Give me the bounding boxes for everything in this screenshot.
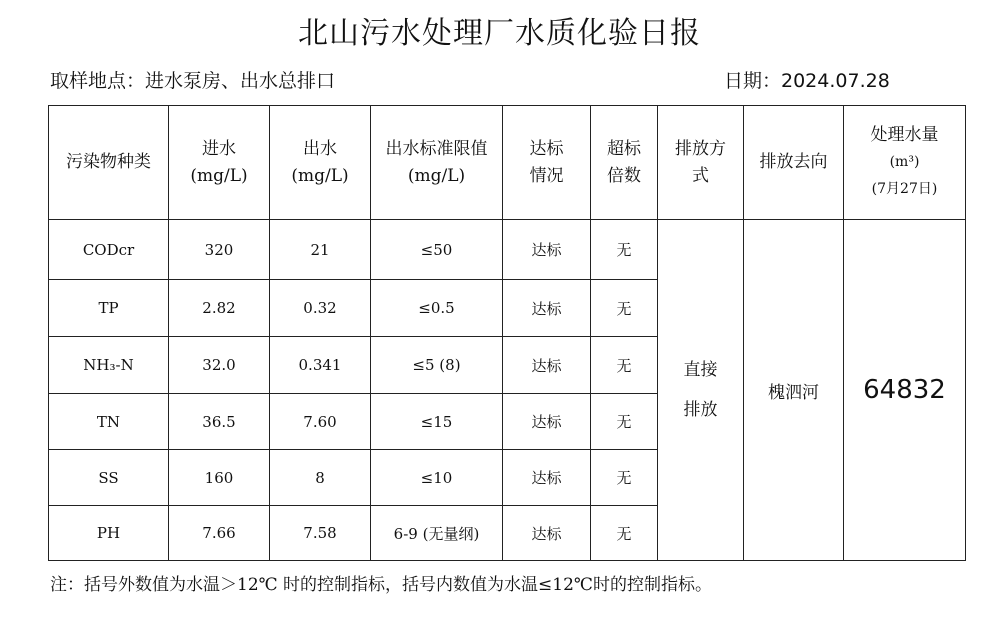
header-pollutant: 污染物种类 <box>49 106 169 220</box>
cell-limit: ≤15 <box>371 394 503 450</box>
header-influent-unit: (mg/L) <box>190 165 248 186</box>
cell-status: 达标 <box>503 394 591 450</box>
header-volume-label: 处理水量 <box>870 125 939 145</box>
water-quality-table <box>48 105 966 561</box>
sampling-point: 取样地点：进水泵房、出水总排口 <box>50 70 336 92</box>
header-volume-unit: (m³) <box>889 154 920 170</box>
cell-status: 达标 <box>503 450 591 506</box>
cell-volume: 64832 <box>844 220 966 561</box>
header-exceed <box>591 106 658 220</box>
header-effluent-unit: (mg/L) <box>291 165 349 186</box>
header-discharge-method-line2: 式 <box>692 165 709 186</box>
cell-exceed: 无 <box>591 394 658 450</box>
cell-influent: 32.0 <box>169 337 270 394</box>
cell-status: 达标 <box>503 220 591 280</box>
cell-pollutant: NH₃-N <box>49 337 169 394</box>
header-discharge-method <box>658 106 744 220</box>
report-date: 日期：2024.07.28 <box>724 70 890 92</box>
cell-pollutant: PH <box>49 506 169 561</box>
table-row <box>49 220 966 280</box>
cell-limit: ≤50 <box>371 220 503 280</box>
cell-limit: ≤0.5 <box>371 280 503 337</box>
discharge-method-line1: 直接 <box>683 360 718 380</box>
cell-effluent: 0.341 <box>270 337 371 394</box>
cell-exceed: 无 <box>591 506 658 561</box>
cell-effluent: 7.60 <box>270 394 371 450</box>
header-influent-label: 进水 <box>202 138 236 159</box>
cell-pollutant: TN <box>49 394 169 450</box>
header-effluent <box>270 106 371 220</box>
header-limit-unit: (mg/L) <box>407 165 466 186</box>
cell-influent: 7.66 <box>169 506 270 561</box>
cell-influent: 160 <box>169 450 270 506</box>
header-influent <box>169 106 270 220</box>
cell-pollutant: CODcr <box>49 220 169 280</box>
cell-effluent: 8 <box>270 450 371 506</box>
header-limit-label: 出水标准限值 <box>385 138 488 159</box>
report-title: 北山污水处理厂水质化验日报 <box>298 16 701 51</box>
footnote: 注：括号外数值为水温＞12℃ 时的控制指标，括号内数值为水温≤12℃时的控制指标。 <box>50 575 712 595</box>
header-volume <box>844 106 966 220</box>
header-limit <box>371 106 503 220</box>
cell-exceed: 无 <box>591 220 658 280</box>
cell-exceed: 无 <box>591 450 658 506</box>
cell-discharge-method <box>658 220 744 561</box>
cell-effluent: 0.32 <box>270 280 371 337</box>
header-exceed-line1: 超标 <box>607 138 641 159</box>
header-status <box>503 106 591 220</box>
cell-effluent: 7.58 <box>270 506 371 561</box>
discharge-method-line2: 排放 <box>683 400 718 420</box>
header-row <box>49 106 966 220</box>
header-discharge-dest: 排放去向 <box>744 106 844 220</box>
header-effluent-label: 出水 <box>303 138 337 159</box>
header-volume-date: (7月27日) <box>871 181 938 197</box>
cell-status: 达标 <box>503 280 591 337</box>
cell-status: 达标 <box>503 506 591 561</box>
header-status-line1: 达标 <box>529 138 564 159</box>
cell-pollutant: SS <box>49 450 169 506</box>
cell-effluent: 21 <box>270 220 371 280</box>
cell-limit: 6-9 (无量纲) <box>371 506 503 561</box>
cell-influent: 36.5 <box>169 394 270 450</box>
cell-discharge-dest: 槐泗河 <box>744 220 844 561</box>
cell-exceed: 无 <box>591 337 658 394</box>
header-discharge-method-line1: 排放方 <box>675 138 726 159</box>
cell-status: 达标 <box>503 337 591 394</box>
cell-exceed: 无 <box>591 280 658 337</box>
cell-pollutant: TP <box>49 280 169 337</box>
cell-influent: 320 <box>169 220 270 280</box>
cell-influent: 2.82 <box>169 280 270 337</box>
header-status-line2: 情况 <box>529 165 564 186</box>
cell-limit: ≤10 <box>371 450 503 506</box>
header-exceed-line2: 倍数 <box>607 165 641 186</box>
cell-limit: ≤5 (8) <box>371 337 503 394</box>
